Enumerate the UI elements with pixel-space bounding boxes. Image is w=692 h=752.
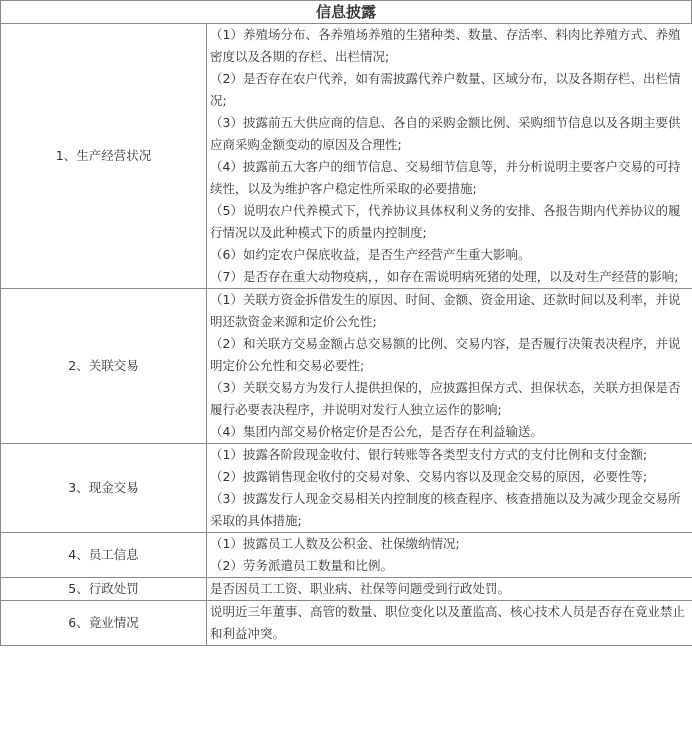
list-item: （5）说明农户代养模式下，代养协议具体权利义务的安排、各报告期内代养协议的履行情况以及此种模式下的质量内控制度;: [210, 203, 681, 240]
table-title: 信息披露: [0, 0, 692, 23]
table-row: [1, 24, 692, 289]
content-cell: [207, 533, 692, 578]
table-row: [1, 444, 692, 533]
content-cell: [207, 289, 692, 444]
list-item: （2）劳务派遣员工数量和比例。: [210, 558, 393, 573]
disclosure-table: [0, 23, 692, 646]
list-item: （1）关联方资金拆借发生的原因、时间、金额、资金用途、还款时间以及利率，并说明还款资金来源和定价公允性;: [210, 292, 681, 329]
list-item: （2）是否存在农户代养，如有需披露代养户数量、区域分布，以及各期存栏、出栏情况;: [210, 71, 681, 108]
list-item: （2）和关联方交易金额占总交易额的比例、交易内容，是否履行决策表决程序，并说明定价公允性和交易必要性;: [210, 336, 681, 373]
list-item: （7）是否存在重大动物疫病，，如存在需说明病死猪的处理，以及对生产经营的影响;: [210, 269, 679, 284]
list-item: （3）关联交易方为发行人提供担保的，应披露担保方式、担保状态，关联方担保是否履行必要表决程序，并说明对发行人独立运作的影响;: [210, 380, 681, 417]
list-item: （3）披露前五大供应商的信息、各自的采购金额比例、采购细节信息以及各期主要供应商采购金额变动的原因及合理性;: [210, 115, 681, 152]
category-cell: 3、现金交易: [1, 444, 207, 533]
category-cell: 5、行政处罚: [1, 578, 207, 601]
table-row: [1, 289, 692, 444]
list-item: （4）披露前五大客户的细节信息、交易细节信息等，并分析说明主要客户交易的可持续性，以及为维护客户稳定性所采取的必要措施;: [210, 159, 681, 196]
list-item: （4）集团内部交易价格定价是否公允，是否存在利益输送。: [210, 424, 543, 439]
content-cell: [207, 578, 692, 601]
table-row: [1, 578, 692, 601]
category-cell: 6、竟业情况: [1, 601, 207, 646]
list-item: （3）披露发行人现金交易相关内控制度的核查程序、核查措施以及为减少现金交易所采取的具体措施;: [210, 491, 681, 528]
list-item: （1）养殖场分布、各养殖场养殖的生猪种类、数量、存活率、料肉比养殖方式、养殖密度以及各期的存栏、出栏情况;: [210, 27, 681, 64]
content-cell: [207, 444, 692, 533]
content-cell: [207, 24, 692, 289]
table-row: [1, 533, 692, 578]
list-item: （1）披露员工人数及公积金、社保缴纳情况;: [210, 536, 460, 551]
category-cell: 1、生产经营状况: [1, 24, 207, 289]
category-cell: 2、关联交易: [1, 289, 207, 444]
list-item: 说明近三年董事、高管的数量、职位变化以及董监高、核心技术人员是否存在竟业禁止和利益冲突。: [210, 604, 686, 641]
category-cell: 4、员工信息: [1, 533, 207, 578]
list-item: （6）如约定农户保底收益，是否生产经营产生重大影响。: [210, 247, 531, 262]
list-item: （2）披露销售现金收付的交易对象、交易内容以及现金交易的原因，必要性等;: [210, 469, 648, 484]
list-item: 是否因员工工资、职业病、社保等问题受到行政处罚。: [210, 581, 511, 596]
table-row: [1, 601, 692, 646]
content-cell: [207, 601, 692, 646]
list-item: （1）披露各阶段现金收付、银行转账等各类型支付方式的支付比例和支付金额;: [210, 447, 648, 462]
